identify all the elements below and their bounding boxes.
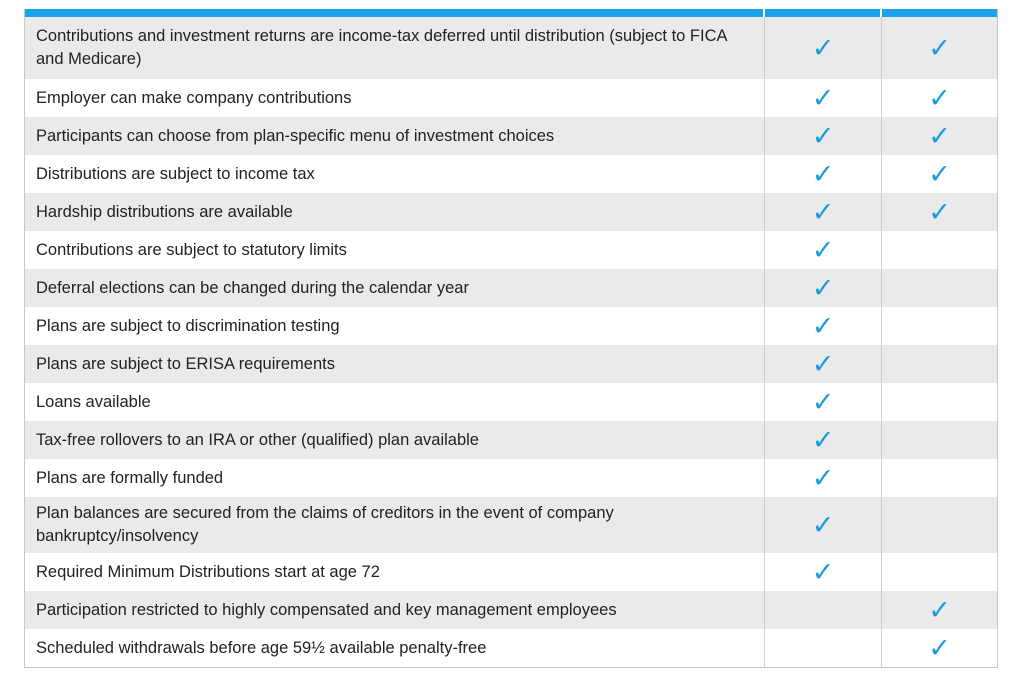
- table-row: [25, 155, 997, 193]
- checkmark-icon: ✓: [811, 424, 835, 456]
- feature-label: Plans are formally funded: [25, 459, 765, 497]
- checkmark-icon: ✓: [811, 310, 835, 342]
- plan-b-cell: [882, 269, 997, 307]
- checkmark-icon: ✓: [811, 120, 835, 152]
- feature-label: Plans are subject to ERISA requirements: [25, 345, 765, 383]
- plan-a-cell: [765, 421, 882, 459]
- plan-a-cell: [765, 117, 882, 155]
- table-row: [25, 591, 997, 629]
- plan-b-cell: [882, 553, 997, 591]
- feature-label: Deferral elections can be changed during the calendar year: [25, 269, 765, 307]
- checkmark-icon: ✓: [811, 158, 835, 190]
- checkmark-icon: ✓: [811, 462, 835, 494]
- checkmark-icon: ✓: [811, 272, 835, 304]
- plan-a-cell: [765, 497, 882, 553]
- feature-label: Hardship distributions are available: [25, 193, 765, 231]
- feature-label: Employer can make company contributions: [25, 79, 765, 117]
- table-body: [25, 17, 997, 667]
- checkmark-icon: ✓: [811, 32, 835, 64]
- plan-b-cell: [882, 591, 997, 629]
- table-row: [25, 497, 997, 553]
- table-row: [25, 17, 997, 79]
- plan-a-cell: [765, 193, 882, 231]
- feature-label: Plans are subject to discrimination testing: [25, 307, 765, 345]
- plan-b-cell: [882, 383, 997, 421]
- header-bar-feature: [25, 9, 765, 17]
- table-row: [25, 383, 997, 421]
- plan-a-cell: [765, 79, 882, 117]
- plan-b-cell: [882, 117, 997, 155]
- plan-b-cell: [882, 193, 997, 231]
- plan-a-cell: [765, 345, 882, 383]
- feature-label: Participation restricted to highly compensated and key management employees: [25, 591, 765, 629]
- checkmark-icon: ✓: [928, 594, 951, 626]
- plan-a-cell: [765, 155, 882, 193]
- plan-b-cell: [882, 17, 997, 79]
- table-row: [25, 345, 997, 383]
- plan-a-cell: [765, 459, 882, 497]
- table-row: [25, 629, 997, 667]
- feature-label: Tax-free rollovers to an IRA or other (qualified) plan available: [25, 421, 765, 459]
- table-row: [25, 421, 997, 459]
- table-header-bar: [25, 9, 997, 17]
- plan-a-cell: [765, 307, 882, 345]
- feature-label: Loans available: [25, 383, 765, 421]
- checkmark-icon: ✓: [811, 386, 835, 418]
- feature-label: Distributions are subject to income tax: [25, 155, 765, 193]
- feature-label: Contributions are subject to statutory limits: [25, 231, 765, 269]
- feature-label: Contributions and investment returns are income-tax deferred until distribution (subject to FICA and Medicare): [25, 17, 765, 79]
- table-row: [25, 231, 997, 269]
- plan-b-cell: [882, 231, 997, 269]
- checkmark-icon: ✓: [928, 196, 951, 228]
- table-row: [25, 117, 997, 155]
- plan-a-cell: [765, 231, 882, 269]
- plan-b-cell: [882, 421, 997, 459]
- checkmark-icon: ✓: [811, 348, 835, 380]
- feature-label: Required Minimum Distributions start at age 72: [25, 553, 765, 591]
- plan-b-cell: [882, 79, 997, 117]
- table-row: [25, 79, 997, 117]
- checkmark-icon: ✓: [811, 556, 835, 588]
- plan-a-cell: [765, 269, 882, 307]
- feature-label: Participants can choose from plan-specific menu of investment choices: [25, 117, 765, 155]
- plan-b-cell: [882, 155, 997, 193]
- plan-a-cell: [765, 553, 882, 591]
- plan-a-cell: [765, 629, 882, 667]
- feature-label: Scheduled withdrawals before age 59½ available penalty-free: [25, 629, 765, 667]
- table-row: [25, 269, 997, 307]
- checkmark-icon: ✓: [928, 120, 951, 152]
- plan-a-cell: [765, 17, 882, 79]
- plan-b-cell: [882, 345, 997, 383]
- plan-b-cell: [882, 497, 997, 553]
- checkmark-icon: ✓: [928, 82, 951, 114]
- plan-b-cell: [882, 459, 997, 497]
- checkmark-icon: ✓: [811, 509, 835, 541]
- plan-b-cell: [882, 629, 997, 667]
- table-row: [25, 193, 997, 231]
- table-row: [25, 553, 997, 591]
- checkmark-icon: ✓: [811, 82, 835, 114]
- feature-label: Plan balances are secured from the claims of creditors in the event of company bankruptcy/insolvency: [25, 497, 765, 553]
- checkmark-icon: ✓: [811, 234, 835, 266]
- checkmark-icon: ✓: [928, 632, 951, 664]
- plan-a-cell: [765, 383, 882, 421]
- plan-b-cell: [882, 307, 997, 345]
- table-row: [25, 307, 997, 345]
- checkmark-icon: ✓: [928, 32, 951, 64]
- header-bar-col1: [765, 9, 882, 17]
- header-bar-col2: [882, 9, 997, 17]
- checkmark-icon: ✓: [811, 196, 835, 228]
- table-row: [25, 459, 997, 497]
- comparison-table: [24, 9, 998, 668]
- checkmark-icon: ✓: [928, 158, 951, 190]
- plan-a-cell: [765, 591, 882, 629]
